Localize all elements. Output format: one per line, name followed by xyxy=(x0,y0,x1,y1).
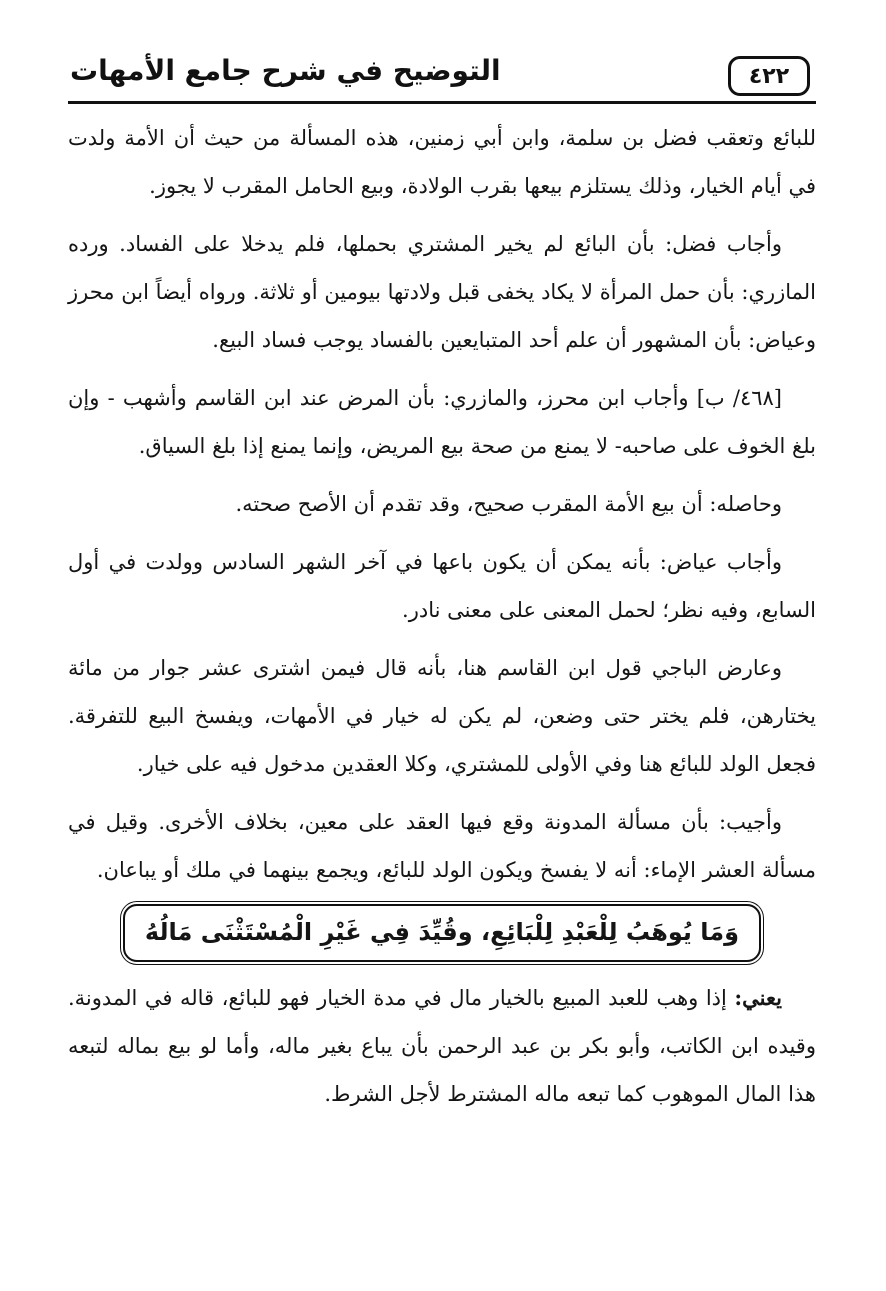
paragraph-ibn-muhriz-answer: [٤٦٨/ ب] وأجاب ابن محرز، والمازري: بأن المرض عند ابن القاسم وأشهب - وإن بلغ الخوف على صاحبه- لا يمنع من صحة بيع المريض، وإنما يمنع إذا بلغ السياق. xyxy=(68,386,816,458)
paragraph-reply: وأجيب: بأن مسألة المدونة وقع فيها العقد على معين، بخلاف الأخرى. وقيل في مسألة العشر الإماء: أنه لا يفسخ ويكون الولد للبائع، ويجمع بينهما في ملك أو يباعان. xyxy=(68,810,816,882)
paragraph-iyad-answer: وأجاب عياض: بأنه يمكن أن يكون باعها في آخر الشهر السادس وولدت في أول السابع، وفيه نظر؛ لحمل المعنى على معنى نادر. xyxy=(68,550,816,622)
explanation-text: إذا وهب للعبد المبيع بالخيار مال في مدة الخيار فهو للبائع، قاله في المدونة. وقيده ابن الكاتب، وأبو بكر بن عبد الرحمن بأن يباع بغير ماله، وأما لو بيع بماله لتبعه هذا المال الموهوب كما تبعه ماله المشترط لأجل الشرط. xyxy=(68,986,816,1106)
paragraph-continuation: للبائع وتعقب فضل بن سلمة، وابن أبي زمنين، هذه المسألة من حيث أن الأمة ولدت في أيام الخيار، وذلك يستلزم بيعها بقرب الولادة، وبيع الحامل المقرب لا يجوز. xyxy=(68,126,816,198)
matn-container xyxy=(68,904,816,962)
running-title: التوضيح في شرح جامع الأمهات xyxy=(70,54,501,87)
matn-text-box: وَمَا يُوهَبُ لِلْعَبْدِ لِلْبَائِعِ، وقُيِّدَ فِي غَيْرِ الْمُسْتَثْنَى مَالُهُ xyxy=(123,904,761,962)
paragraph-explanation xyxy=(68,974,816,1118)
page-number: ٤٢٢ xyxy=(728,56,810,96)
paragraph-fadl-answer: وأجاب فضل: بأن البائع لم يخير المشتري بحملها، فلم يدخلا على الفساد. ورده المازري: بأن حمل المرأة لا يكاد يخفى قبل ولادتها بيومين أو ثلاثة. ورواه أيضاً ابن محرز وعياض: بأن المشهور أن علم أحد المتبايعين بالفساد يوجب فساد البيع. xyxy=(68,232,816,352)
page-header xyxy=(68,50,816,104)
explanation-lead-word: يعني: xyxy=(734,985,782,1010)
header-divider xyxy=(68,101,816,104)
paragraph-baji-objection: وعارض الباجي قول ابن القاسم هنا، بأنه قال فيمن اشترى عشر جوار من مائة يختارهن، فلم يختر حتى وضعن، لم يكن له خيار في الأمهات، ويفسخ البيع للتفرقة. فجعل الولد للبائع هنا وفي الأولى للمشتري، وكلا العقدين مدخول فيه على خيار. xyxy=(68,656,816,776)
page-body xyxy=(68,114,816,1128)
paragraph-summary: وحاصله: أن بيع الأمة المقرب صحيح، وقد تقدم أن الأصح صحته. xyxy=(235,492,782,516)
